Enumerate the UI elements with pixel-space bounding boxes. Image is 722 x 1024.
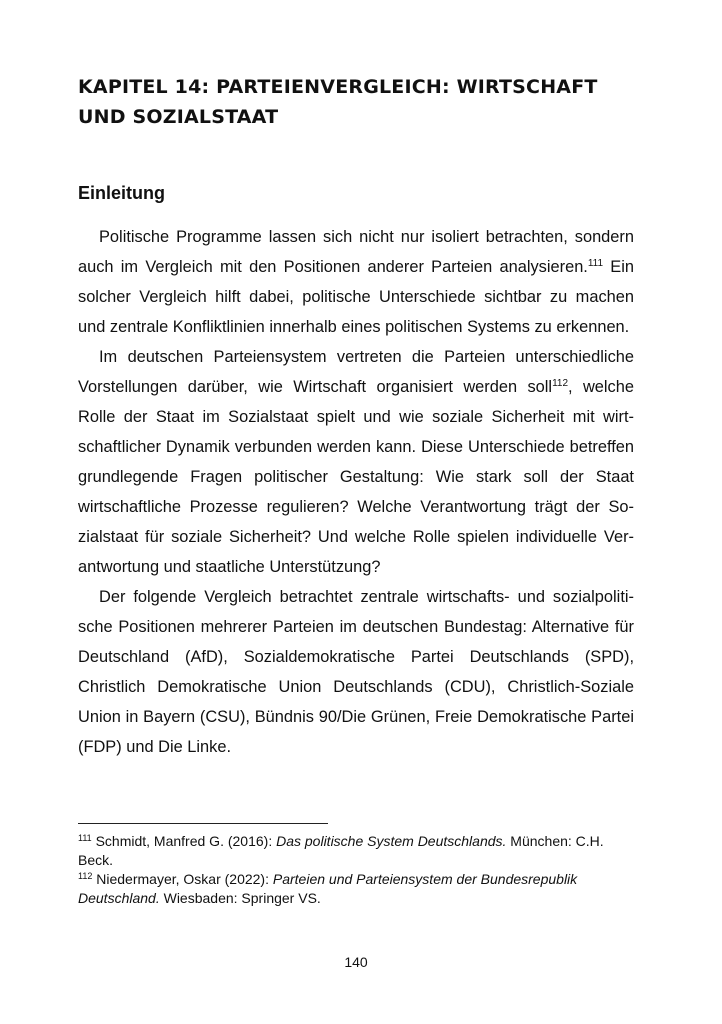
chapter-title — [78, 72, 638, 132]
page-number: 140 — [344, 954, 368, 970]
paragraph-2: Im deutschen Parteiensystem vertreten die Parteien unterschiedliche Vorstellungen darüber, wie Wirtschaft organisiert werden soll$^{112}$, welche Rolle der Staat im Sozialstaat spielt und wie soziale Sicherheit mit wirtschaftlicher Dynamik verbunden werden kann. Diese Unterschiede betreffen grundlegende Fragen politischer Gestaltung: Wie stark soll der Staat wirtschaftliche Prozesse regulieren? Welche Verantwortung trägt der Sozialstaat für soziale Sicherheit? Und welche Rolle spielen individuelle Verantwortung und staatliche Unterstützung? — [78, 348, 634, 576]
section-heading: Einleitung — [78, 183, 165, 203]
body-text — [78, 222, 634, 762]
footnotes — [78, 832, 634, 908]
footnote-ref-112[interactable]: 112 — [552, 378, 569, 389]
chapter-title-line-2: UND SOZIALSTAAT — [78, 106, 279, 128]
footnote-111: $^{111}$ Schmidt, Manfred G. (2016): Das politische System Deutschlands. München: C.H. Beck. — [78, 833, 604, 868]
footnote-separator — [78, 823, 328, 824]
paragraph-3: Der folgende Vergleich betrachtet zentrale wirtschafts- und sozialpolitische Positionen mehrerer Parteien im deutschen Bundestag: Alternative für Deutschland (AfD), Sozialdemokratische Partei Deutschlands (SPD), Christlich Demokratische Union Deutschlands (CDU), Christlich-Soziale Union in Bayern (CSU), Bündnis 90/Die Grünen, Freie Demokratische Partei (FDP) und Die Linke. — [78, 588, 634, 756]
paragraph-1: Politische Programme lassen sich nicht nur isoliert betrachten, sondern auch im Vergleich mit den Positionen anderer Parteien analysieren.$^{111}$ Ein solcher Vergleich hilft dabei, politische Unterschiede sichtbar zu machen und zentrale Konfliktlinien innerhalb eines politischen Systems zu erkennen. — [78, 228, 634, 336]
chapter-title-line-1: KAPITEL 14: PARTEIENVERGLEICH: WIRTSCHAFT — [78, 76, 598, 98]
footnote-ref-111[interactable]: 111 — [587, 258, 604, 269]
footnote-112: $^{112}$ Niedermayer, Oskar (2022): Parteien und Parteiensystem der Bundesrepublik Deutschland. Wiesbaden: Springer VS. — [78, 871, 578, 906]
